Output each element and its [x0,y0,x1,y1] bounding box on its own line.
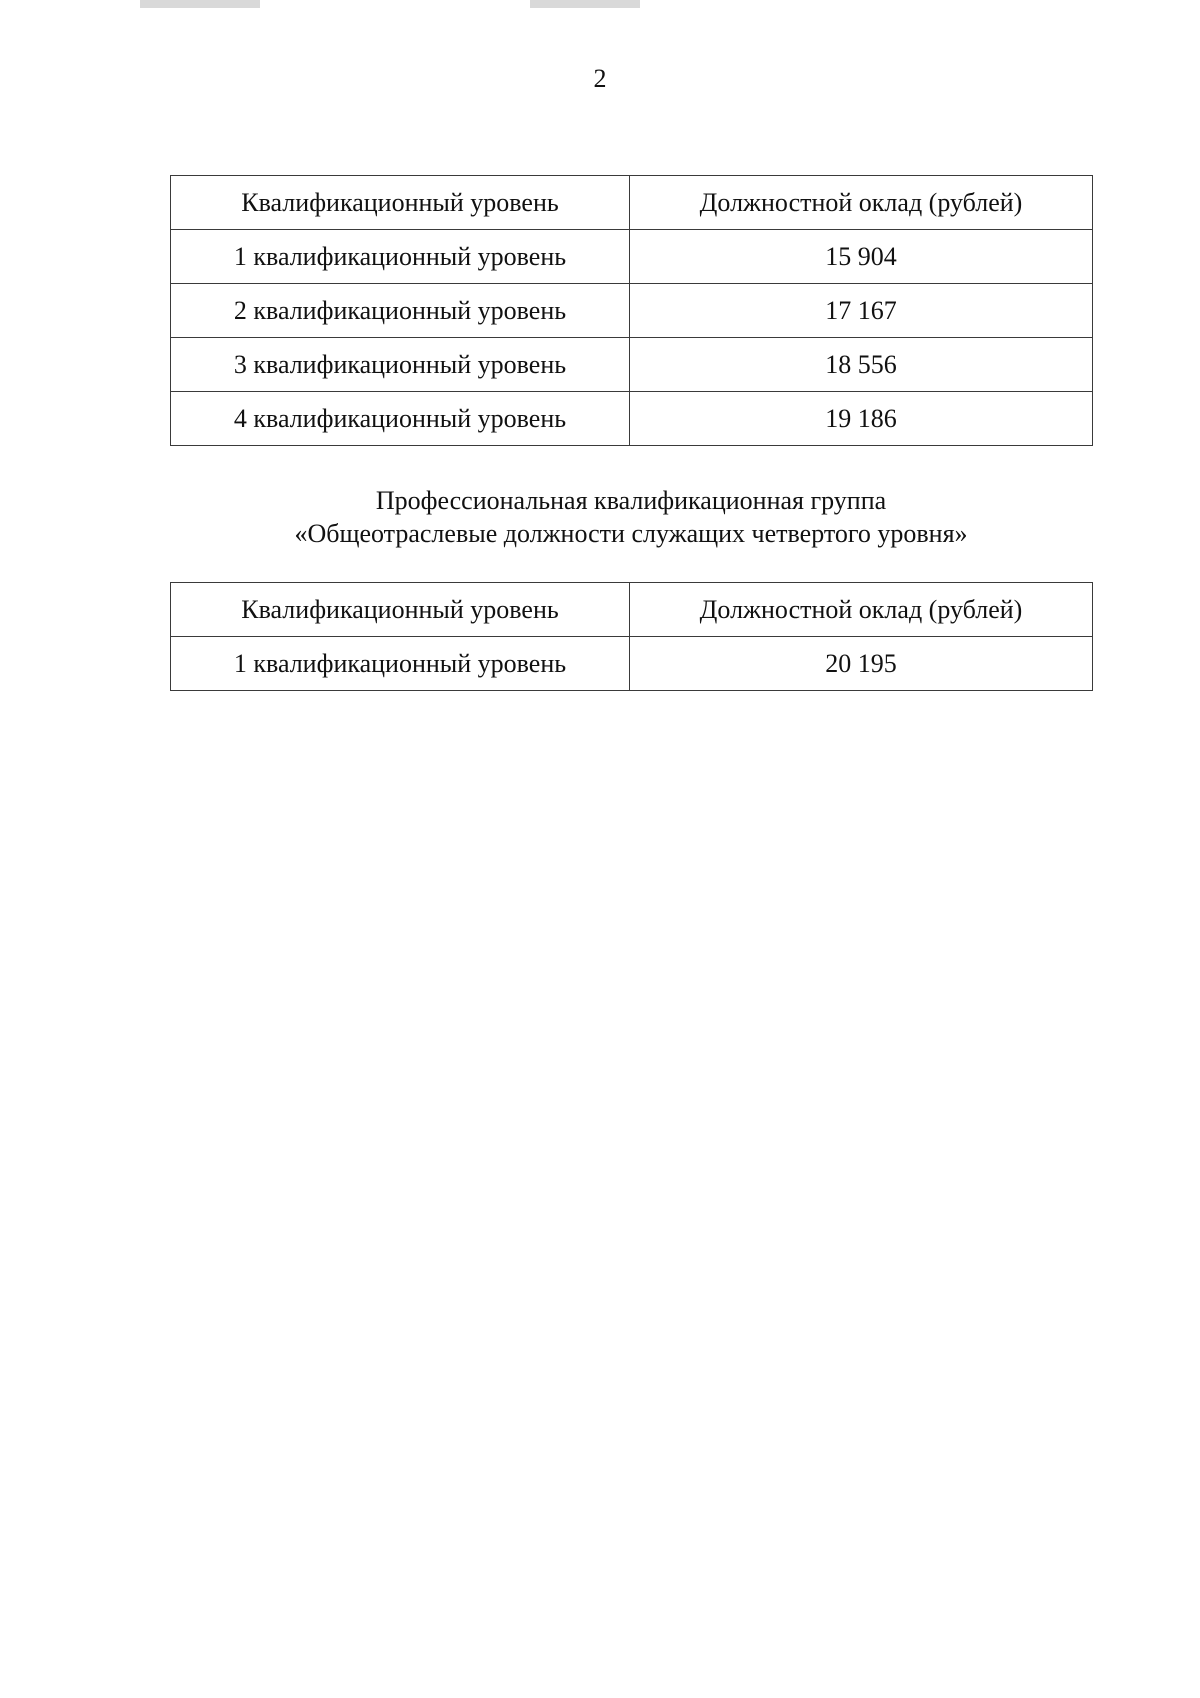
table-header-row [171,583,1093,637]
salary-cell: 18 556 [630,338,1093,392]
table-row [171,637,1093,691]
level-cell: 3 квалификационный уровень [171,338,630,392]
header-salary: Должностной оклад (рублей) [630,583,1093,637]
header-level: Квалификационный уровень [171,176,630,230]
table-header-row [171,176,1093,230]
salary-cell: 19 186 [630,392,1093,446]
header-level: Квалификационный уровень [171,583,630,637]
table-row [171,230,1093,284]
table-row [171,392,1093,446]
scan-artifact [530,0,640,8]
level-cell: 1 квалификационный уровень [171,637,630,691]
scan-artifact [140,0,260,8]
header-salary: Должностной оклад (рублей) [630,176,1093,230]
section-heading-line-1: Профессиональная квалификационная группа [375,486,887,515]
level-cell: 1 квалификационный уровень [171,230,630,284]
section-heading [170,484,1092,550]
salary-cell: 15 904 [630,230,1093,284]
salary-cell: 17 167 [630,284,1093,338]
section-heading-line-2: «Общеотраслевые должности служащих четвертого уровня» [294,519,968,548]
table-row [171,338,1093,392]
table-row [171,284,1093,338]
salary-table-2 [170,582,1093,691]
salary-table-1 [170,175,1093,446]
page-number: 2 [593,64,607,93]
level-cell: 4 квалификационный уровень [171,392,630,446]
level-cell: 2 квалификационный уровень [171,284,630,338]
salary-cell: 20 195 [630,637,1093,691]
